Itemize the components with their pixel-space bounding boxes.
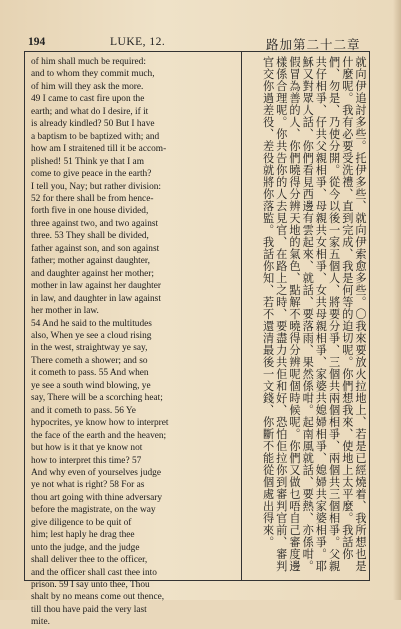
column-divider — [241, 52, 242, 580]
english-text-line: There cometh a shower; and so — [31, 355, 148, 366]
page-header — [24, 36, 375, 52]
chinese-text-column: 就向伊追討多些。托伊多些、就向伊索愈多些。〇我來要放火拉地上、若是已經燒着、我所想也是什麼呢。我有必要受洗禮、直到完成、我是何等的迫切呢。你們想我來、使地上太平麼。我話你們、勿是、乃使分開。從今以後一家五個人、將要分爭、三個共兩個相爭、兩個共三個相爭。父親共仔相爭、仔共父親相爭、母親共女相爭、女共母親相爭、家婆共媳婦相爭、媳婦共家婆相爭。耶穌又對眾人話、你們看見西邊有雲起來、就話、要落雨、果然係咁。起南風就話、要熱、亦係咁。假冒為善的人、你們曉得分辨天地的氣色、點解不曉得分辨呢個時候呢。你們又做乜唔自己審度邊樣係合理呢。你共告你的人去見官、在路上之時、要盡力共佢和好、恐怕佢拉你到審判官前、審判官交你過差役、差役就將你落監。我話你知、若不還清最後一文錢、你斷不能從個處出得來。 — [261, 56, 367, 572]
english-text-line: give diligence to be quit of — [31, 517, 132, 528]
english-text-line: of him shall much be required: — [31, 57, 146, 67]
english-text-line: also, When ye see a cloud rising — [31, 330, 152, 341]
english-text-line: how am I straitened till it be accom- — [31, 144, 167, 155]
english-text-line: and the officer shall cast thee into — [31, 567, 157, 578]
english-text-line: prison. 59 I say unto thee, Thou — [31, 580, 150, 591]
english-text-line: earth; and what do I desire, if it — [31, 106, 149, 117]
chinese-running-title: 路加第二十二章 — [266, 38, 361, 52]
english-text-line: thou art going with thine adversary — [31, 492, 163, 503]
english-text-line: the face of the earth and the heaven; — [31, 430, 167, 441]
english-text-line: her mother in law. — [31, 306, 99, 317]
english-text-line: a baptism to be baptized with; and — [31, 131, 160, 142]
english-text-line: forth five in one house divided, — [31, 206, 149, 217]
english-text-line: ye not what is right? 58 For as — [31, 480, 145, 491]
english-text-line: and it cometh to pass. 56 Ye — [31, 405, 136, 416]
english-text-line: plished! 51 Think ye that I am — [31, 156, 144, 167]
english-text-line: I tell you, Nay; but rather division: — [31, 181, 162, 192]
english-text-line: mite. — [31, 617, 50, 628]
english-text-line: and to whom they commit much, — [31, 69, 155, 80]
english-text-line: it cometh to pass. 55 And when — [31, 368, 149, 379]
page-number: 194 — [28, 36, 46, 48]
english-text-line: ye see a south wind blowing, ye — [31, 380, 151, 391]
english-text-line: 49 I came to cast fire upon the — [31, 94, 145, 105]
english-text-line: shall deliver thee to the officer, — [31, 555, 148, 566]
english-text-line: but how is it that ye know not — [31, 443, 143, 454]
english-text-line: of him will they ask the more. — [31, 81, 144, 92]
english-text-line: in law, and daughter in law against — [31, 293, 161, 304]
english-text-line: father; mother against daughter, — [31, 256, 150, 267]
english-text-line: And why even of yourselves judge — [31, 467, 162, 478]
english-text-line: before the magistrate, on the way — [31, 505, 156, 516]
english-text-line: how to interpret this time? 57 — [31, 455, 142, 466]
english-text-line: mother in law against her daughter — [31, 281, 161, 292]
english-text-line: come to give peace in the earth? — [31, 169, 152, 180]
english-text-line: father against son, and son against — [31, 243, 160, 254]
english-text-column — [31, 56, 236, 629]
english-text-line: three against two, and two against — [31, 218, 159, 229]
running-title: LUKE, 12. — [110, 36, 166, 48]
english-text-line: hypocrites, ye know how to interpret — [31, 418, 169, 429]
english-text-line: unto the judge, and the judge — [31, 542, 140, 553]
english-text-line: till thou have paid the very last — [31, 604, 147, 615]
english-text-line: is already kindled? 50 But I have — [31, 119, 155, 130]
english-text-line: say, There will be a scorching heat; — [31, 393, 163, 404]
english-text-line: and daughter against her mother; — [31, 268, 154, 279]
english-text-line: 52 for there shall be from hence- — [31, 193, 154, 204]
english-text-line: shalt by no means come out thence, — [31, 592, 165, 603]
english-text-line: 54 And he said to the multitudes — [31, 318, 152, 329]
english-text-line: in the west, straightway ye say, — [31, 343, 148, 354]
english-text-line: him; lest haply he drag thee — [31, 530, 135, 541]
english-text-line: three. 53 They shall be divided, — [31, 231, 149, 242]
text-frame — [24, 51, 370, 628]
